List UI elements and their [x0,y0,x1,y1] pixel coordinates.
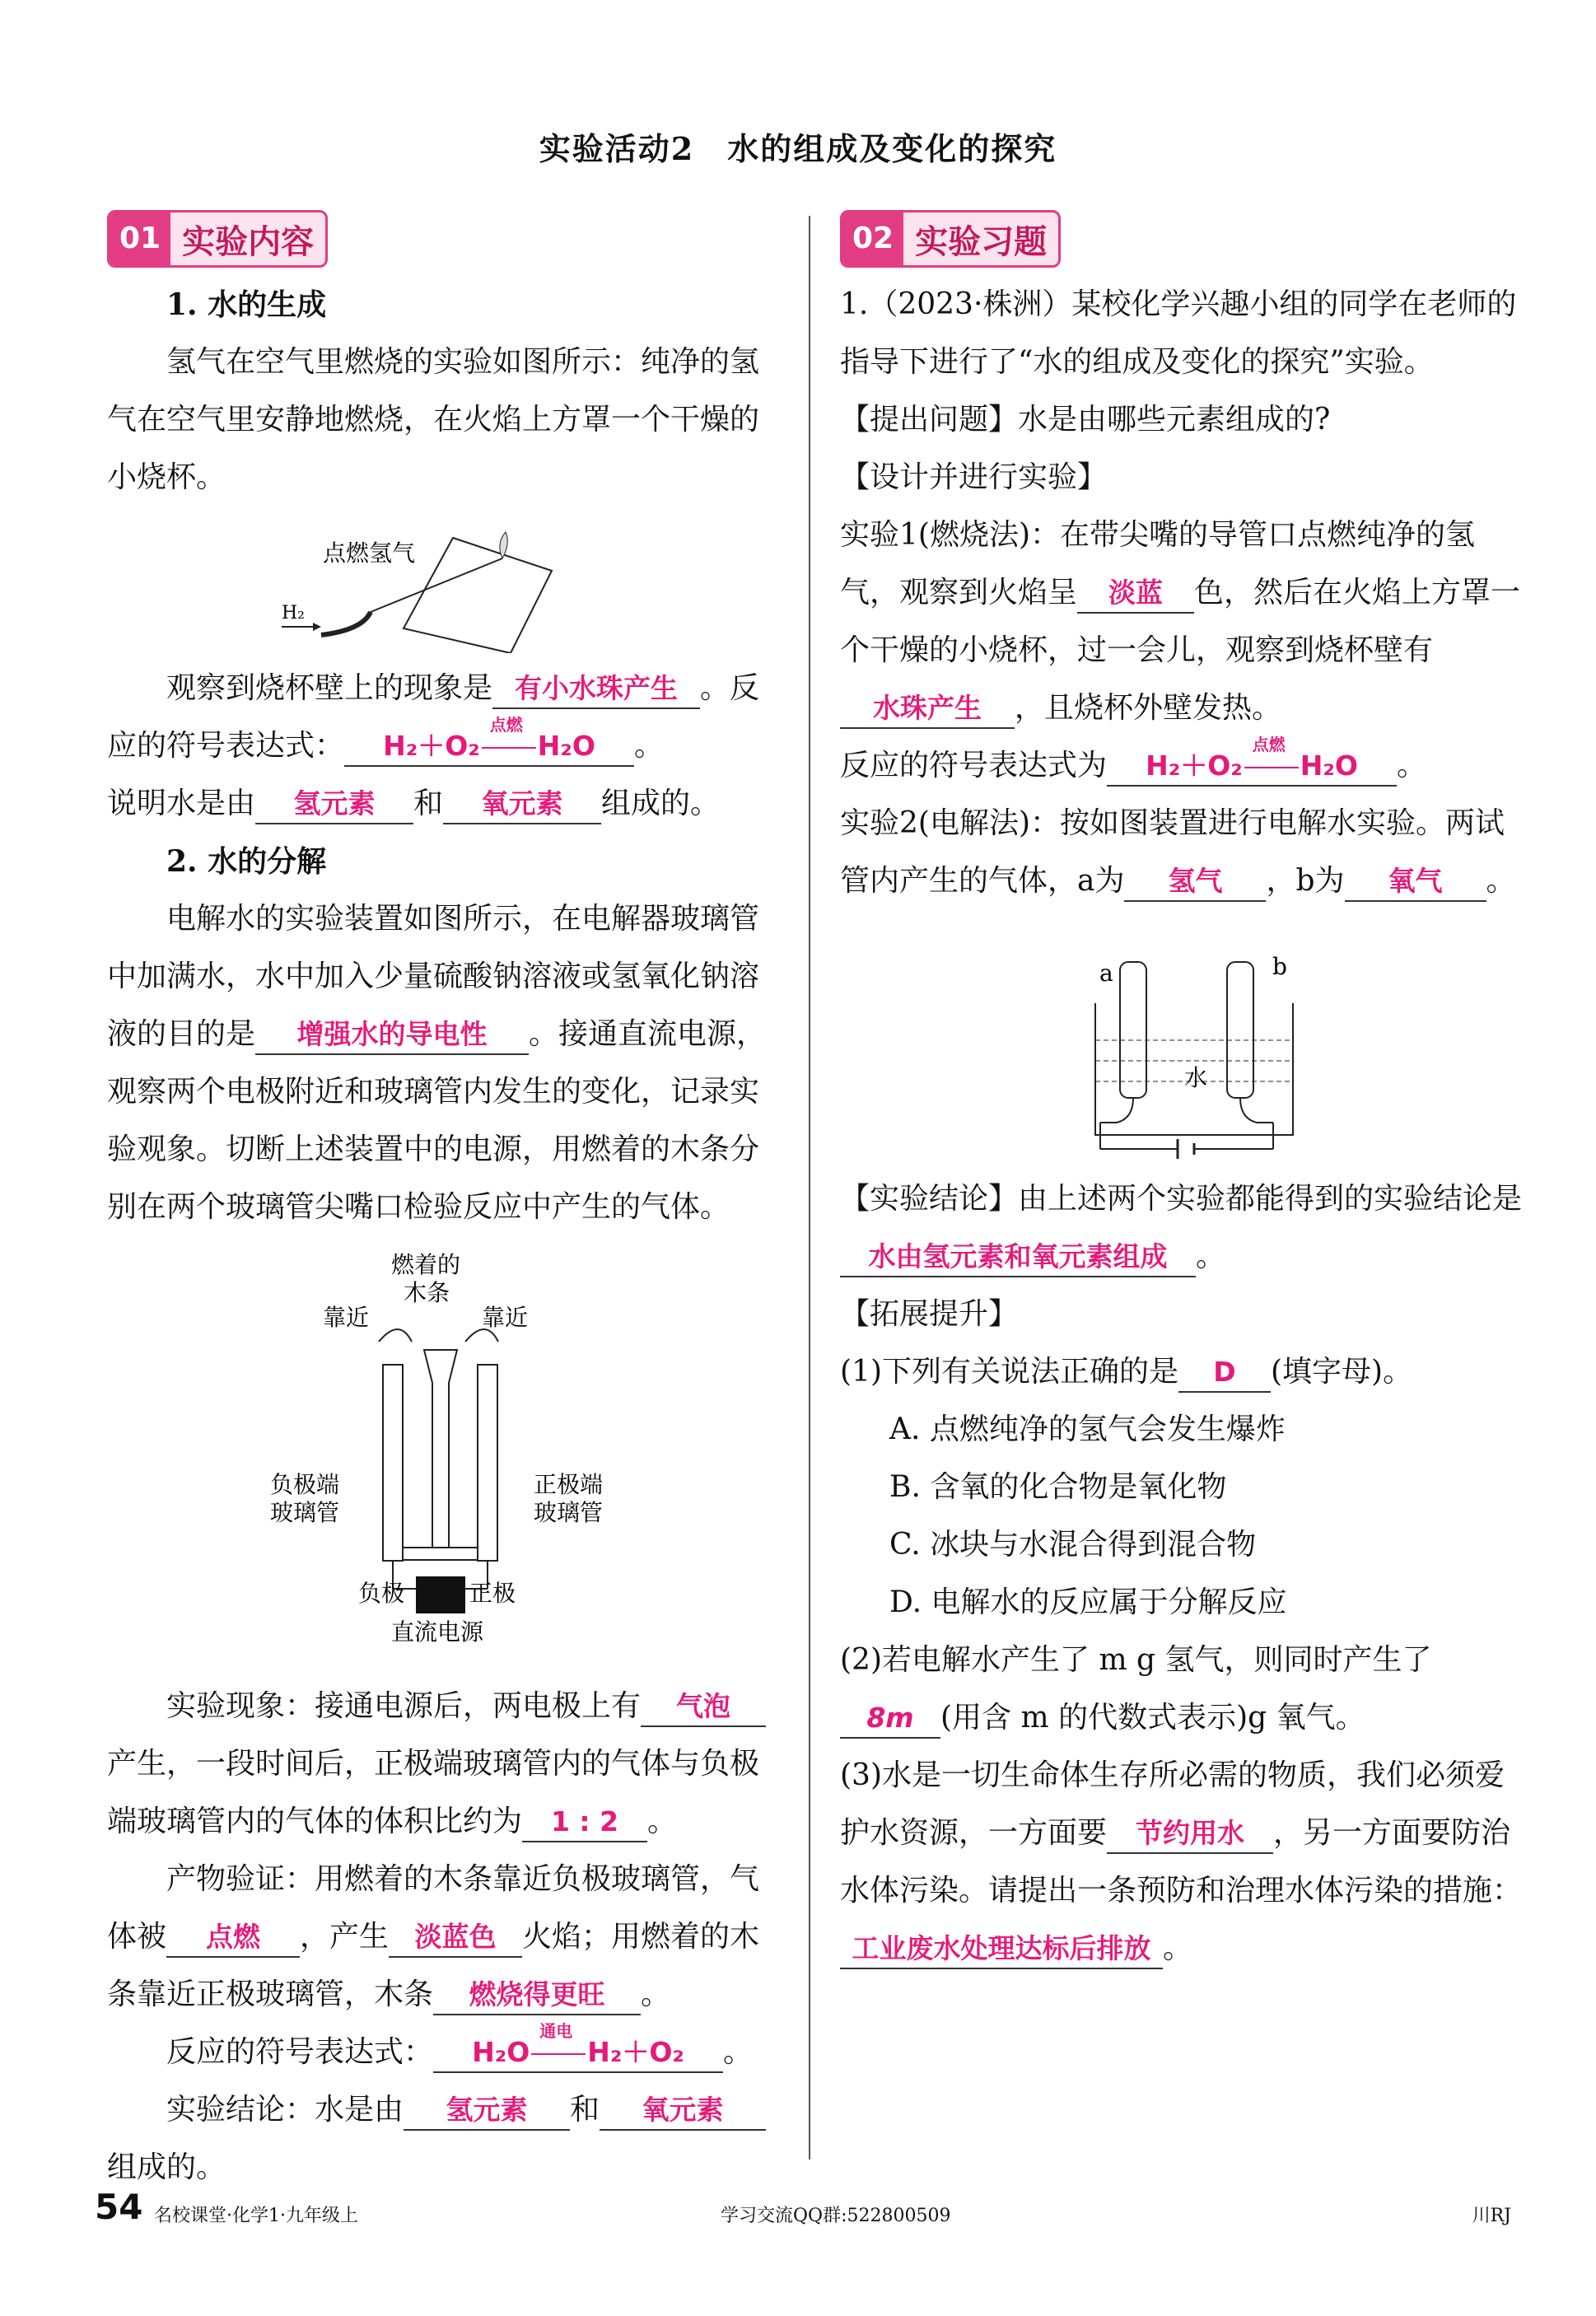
observation: 观察到烧杯壁上的现象是 有小水珠产生 。反应的符号表达式： H₂＋O₂ 点燃 H₂O 。 [107,660,782,775]
fig2-pos-tube2: 玻璃管 [534,1499,604,1526]
answer-equation[interactable]: H₂O 通电 H₂＋O₂ [433,2034,723,2073]
fig1-label: 点燃氢气 [323,539,416,567]
option-b: B. 含氧的化合物是氧化物 [889,1470,1227,1504]
fig1-gas: H₂ [282,603,306,623]
answer-blank[interactable]: 氢气 [1124,862,1266,902]
section-number: 02 [842,212,903,265]
page-number: 54 [95,2187,143,2227]
answer-blank[interactable]: 淡蓝 [1077,574,1194,614]
answer-blank[interactable]: 氧气 [1345,862,1486,902]
option-c: C. 冰块与水混合得到混合物 [889,1528,1257,1562]
fig2-neg-tube: 负极端 [270,1471,340,1498]
answer-blank[interactable]: 水珠产生 [840,689,1015,729]
fig3-water: 水 [1184,1064,1208,1091]
fig2-power: 直流电源 [391,1618,484,1646]
fig2-pos-tube: 正极端 [534,1471,604,1498]
fig3-a: a [1099,960,1113,987]
explanation: 说明水是由 氢元素 和 氧元素 组成的。 [107,775,782,833]
answer-blank[interactable]: 淡蓝色 [389,1918,522,1958]
answer-blank[interactable]: 增强水的导电性 [255,1016,529,1055]
book-title: 名校课堂·化学1·九年级上 [154,2206,358,2226]
answer-equation[interactable]: H₂＋O₂ 点燃 H₂O [344,727,634,767]
conclusion: 实验结论：水是由 氢元素 和 氧元素组成的。 [107,2081,782,2197]
figure-electrolysis [107,1243,782,1671]
experiment-2: 实验2(电解法)：按如图装置进行电解水实验。两试管内产生的气体，a为 氢气 ，b为 氧气 。 [840,795,1524,910]
fig2-pos: 正极 [469,1580,516,1607]
option-d: D. 电解水的反应属于分解反应 [889,1585,1287,1619]
equation-2: 反应的符号表达式： H₂O 通电 H₂＋O₂ 。 [107,2024,782,2081]
option-a: A. 点燃纯净的氢气会发生爆炸 [889,1412,1286,1446]
conclusion-right: 【实验结论】由上述两个实验都能得到的实验结论是水由氢元素和氧元素组成 。 [840,1170,1524,1286]
answer-blank[interactable]: D [1178,1353,1271,1393]
raise-question: 【提出问题】水是由哪些元素组成的? [840,403,1331,437]
subsection-title-decomposition: 2. 水的分解 [166,844,327,879]
figure-hydrogen-burning [107,513,782,653]
column-divider [809,216,810,2160]
answer-blank[interactable]: 氧元素 [600,2091,766,2131]
fig3-b: b [1272,953,1287,980]
fig2-top2: 木条 [404,1279,450,1306]
section-header-experiment-content [107,210,328,268]
verification: 产物验证：用燃着的木条靠近负极玻璃管，气体被 点燃 ，产生 淡蓝色 火焰；用燃着的木条靠近正极玻璃管，木条 燃烧得更旺 。 [107,1851,782,2024]
subsection-title-formation: 1. 水的生成 [166,287,327,322]
equation-right: 反应的符号表达式为 H₂＋O₂ 点燃 H₂O 。 [840,737,1524,795]
paragraph-decomposition: 电解水的实验装置如图所示，在电解器玻璃管中加满水，水中加入少量硫酸钠溶液或氢氧化钠溶液的目的是 增强水的导电性 。接通直流电源，观察两个电极附近和玻璃管内发生的变化，记录实验观象。切断上述装置中的电源，用燃着的木条分别在两个玻璃管尖嘴口检验反应中产生的气体。 [107,902,767,1224]
left-column [107,210,782,2197]
figure-electrolysis-trough [840,917,1524,1164]
section-label: 实验内容 [182,222,315,261]
fig2-near-r: 靠近 [482,1304,529,1331]
fig2-top: 燃着的 [391,1251,461,1278]
phenomenon: 实验现象：接通电源后，两电极上有 气泡产生，一段时间后，正极端玻璃管内的气体与负极端玻璃管内的气体的体积比约为 1 : 2 。 [107,1678,782,1851]
answer-blank[interactable]: 氢元素 [255,785,413,824]
answer-blank[interactable]: 工业废水处理达标后排放 [840,1930,1163,1969]
paragraph-formation: 氢气在空气里燃烧的实验如图所示：纯净的氢气在空气里安静地燃烧，在火焰上方罩一个干燥的小烧杯。 [107,345,760,494]
section-number: 01 [110,212,170,265]
answer-blank[interactable]: 水由氢元素和氧元素组成 [840,1238,1196,1277]
edition: 川RJ [1472,2206,1511,2226]
answer-blank[interactable]: 燃烧得更旺 [433,1976,641,2015]
part-3: (3)水是一切生命体生存所必需的物质，我们必须爱护水资源，一方面要 节约用水 ，另一方面要防治水体污染。请提出一条预防和治理水体污染的措施：工业废水处理达标后排放 。 [840,1747,1524,1977]
page-title: 实验活动2 水的组成及变化的探究 [539,130,1057,167]
page-footer [95,2187,1511,2236]
answer-blank[interactable]: 有小水珠产生 [492,670,700,709]
right-column [840,210,1524,1977]
section-header-exercises [840,210,1061,268]
answer-blank[interactable]: 氢元素 [404,2091,570,2131]
qq-group: 学习交流QQ群:522800509 [721,2206,951,2226]
answer-blank[interactable]: 节约用水 [1107,1814,1273,1854]
experiment-1: 实验1(燃烧法)：在带尖嘴的导管口点燃纯净的氢气，观察到火焰呈 淡蓝 色，然后在火焰上方罩一个干燥的小烧杯，过一会儿，观察到烧杯壁有水珠产生 ，且烧杯外壁发热。 [840,507,1524,737]
answer-blank[interactable]: 8m [840,1699,940,1739]
design-heading: 【设计并进行实验】 [840,460,1108,494]
extension-heading: 【拓展提升】 [840,1297,1019,1331]
part-2: (2)若电解水产生了 m g 氢气，则同时产生了8m (用含 m 的代数式表示)g 氧气。 [840,1632,1524,1747]
answer-blank[interactable]: 点燃 [166,1918,300,1958]
part-1: (1)下列有关说法正确的是 D (填字母)。 [840,1343,1524,1401]
fig2-neg-tube2: 玻璃管 [270,1499,340,1526]
fig2-near-l: 靠近 [323,1304,370,1331]
answer-blank[interactable]: 氧元素 [443,785,601,824]
question-1-intro: 1.（2023·株洲）某校化学兴趣小组的同学在老师的指导下进行了“水的组成及变化的探究”实验。 [840,287,1517,379]
fig2-neg: 负极 [358,1580,405,1607]
section-label: 实验习题 [915,222,1048,261]
answer-blank[interactable]: 气泡 [641,1688,766,1727]
answer-equation[interactable]: H₂＋O₂ 点燃 H₂O [1107,747,1397,787]
answer-blank[interactable]: 1 : 2 [522,1803,647,1842]
